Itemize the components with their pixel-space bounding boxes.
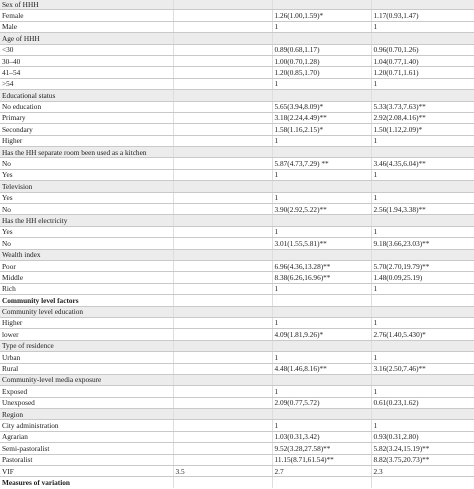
variable-label-cell: Rich xyxy=(0,283,173,294)
model-2-cell xyxy=(272,33,371,44)
model-1-cell xyxy=(173,249,272,260)
variable-label-cell: Region xyxy=(0,409,173,420)
model-1-cell xyxy=(173,272,272,283)
variable-label-cell: Age of HHH xyxy=(0,33,173,44)
section-header-row xyxy=(0,249,474,260)
model-1-cell xyxy=(173,340,272,351)
variable-label-cell: No xyxy=(0,238,173,249)
model-1-cell xyxy=(173,55,272,66)
model-1-cell xyxy=(173,169,272,180)
section-header-row xyxy=(0,147,474,158)
model-1-cell xyxy=(173,33,272,44)
model-2-cell xyxy=(272,295,371,306)
model-1-cell xyxy=(173,44,272,55)
model-1-cell xyxy=(173,454,272,465)
variable-label-cell: Rural xyxy=(0,363,173,374)
table-row xyxy=(0,67,474,78)
model-2-cell: 1 xyxy=(272,317,371,328)
model-1-cell xyxy=(173,283,272,294)
variable-label-cell: No education xyxy=(0,101,173,112)
model-1-cell xyxy=(173,295,272,306)
model-1-cell xyxy=(173,101,272,112)
model-3-cell: 3.16(2.50,7.46)** xyxy=(371,363,474,374)
variable-label-cell: 41–54 xyxy=(0,67,173,78)
variable-label-cell: Type of residence xyxy=(0,340,173,351)
table-row xyxy=(0,363,474,374)
model-3-cell: 2.56(1.94,3.38)** xyxy=(371,204,474,215)
model-2-cell: 1 xyxy=(272,226,371,237)
table-row xyxy=(0,204,474,215)
model-3-cell: 1.20(0.71,1.61) xyxy=(371,67,474,78)
model-3-cell xyxy=(371,306,474,317)
model-2-cell xyxy=(272,477,371,488)
model-2-cell: 1 xyxy=(272,135,371,146)
variable-label-cell: Pastoralist xyxy=(0,454,173,465)
variable-label-cell: Sex of HHH xyxy=(0,0,173,10)
variable-label-cell: Has the HH electricity xyxy=(0,215,173,226)
model-2-cell: 1.58(1.16,2.15)* xyxy=(272,124,371,135)
variable-label-cell: Secondary xyxy=(0,124,173,135)
variable-label-cell: Community level education xyxy=(0,306,173,317)
model-2-cell xyxy=(272,249,371,260)
model-3-cell: 2.76(1.40,5.430)* xyxy=(371,329,474,340)
model-2-cell: 1 xyxy=(272,21,371,32)
model-3-cell: 5.33(3.73,7.63)** xyxy=(371,101,474,112)
model-3-cell xyxy=(371,477,474,488)
model-3-cell: 1 xyxy=(371,21,474,32)
model-3-cell: 3.46(4.35,6.04)** xyxy=(371,158,474,169)
table-row xyxy=(0,466,474,477)
table-row xyxy=(0,158,474,169)
variable-label-cell: Exposed xyxy=(0,386,173,397)
model-1-cell xyxy=(173,238,272,249)
model-2-cell xyxy=(272,215,371,226)
variable-label-cell: Unexposed xyxy=(0,397,173,408)
model-3-cell: 1.17(0.93,1.47) xyxy=(371,10,474,21)
variable-label-cell: Wealth index xyxy=(0,249,173,260)
variable-label-cell: Primary xyxy=(0,112,173,123)
model-3-cell: 0.61(0.23,1.62) xyxy=(371,397,474,408)
model-2-cell: 4.09(1.81,9.26)* xyxy=(272,329,371,340)
variable-label-cell: Television xyxy=(0,181,173,192)
model-3-cell xyxy=(371,249,474,260)
model-3-cell xyxy=(371,33,474,44)
model-1-cell xyxy=(173,477,272,488)
section-header-row xyxy=(0,215,474,226)
model-2-cell: 5.65(3.94,8.09)* xyxy=(272,101,371,112)
model-2-cell: 1 xyxy=(272,192,371,203)
variable-label-cell: Community-level media exposure xyxy=(0,374,173,385)
model-3-cell: 5.70(2.70,19.79)** xyxy=(371,260,474,271)
model-2-cell: 1 xyxy=(272,386,371,397)
model-3-cell: 5.82(3.24,15.19)** xyxy=(371,443,474,454)
model-1-cell xyxy=(173,431,272,442)
model-1-cell xyxy=(173,21,272,32)
model-1-cell xyxy=(173,363,272,374)
model-2-cell xyxy=(272,147,371,158)
model-1-cell xyxy=(173,306,272,317)
model-2-cell: 8.38(6.26,16.96)** xyxy=(272,272,371,283)
variable-label-cell: Agrarian xyxy=(0,431,173,442)
variable-label-cell: Middle xyxy=(0,272,173,283)
model-3-cell: 2.3 xyxy=(371,466,474,477)
model-2-cell: 0.89(0.68,1.17) xyxy=(272,44,371,55)
model-3-cell: 1 xyxy=(371,192,474,203)
model-2-cell: 3.90(2.92,5.22)** xyxy=(272,204,371,215)
table-row xyxy=(0,238,474,249)
model-1-cell xyxy=(173,204,272,215)
section-header-row xyxy=(0,33,474,44)
model-3-cell: 1.04(0.77,1.40) xyxy=(371,55,474,66)
model-1-cell: 3.5 xyxy=(173,466,272,477)
model-1-cell xyxy=(173,67,272,78)
variable-label-cell: >54 xyxy=(0,78,173,89)
table-row xyxy=(0,44,474,55)
model-3-cell: 1 xyxy=(371,317,474,328)
table-row xyxy=(0,192,474,203)
table-row xyxy=(0,397,474,408)
variable-label-cell: Has the HH separate room been used as a kitchen xyxy=(0,147,173,158)
table-row xyxy=(0,431,474,442)
section-header-row xyxy=(0,0,474,10)
model-3-cell xyxy=(371,215,474,226)
model-1-cell xyxy=(173,397,272,408)
table-row xyxy=(0,420,474,431)
variable-label-cell: No xyxy=(0,158,173,169)
model-2-cell: 1 xyxy=(272,352,371,363)
model-3-cell: 0.96(0.70,1.26) xyxy=(371,44,474,55)
table-row xyxy=(0,124,474,135)
model-3-cell: 1 xyxy=(371,78,474,89)
model-3-cell xyxy=(371,181,474,192)
variable-label-cell: Male xyxy=(0,21,173,32)
variable-label-cell: City administration xyxy=(0,420,173,431)
model-1-cell xyxy=(173,260,272,271)
model-2-cell: 1.03(0.31,3.42) xyxy=(272,431,371,442)
table-row xyxy=(0,101,474,112)
model-2-cell xyxy=(272,181,371,192)
model-1-cell xyxy=(173,317,272,328)
model-1-cell xyxy=(173,352,272,363)
model-3-cell: 1.50(1.12,2.09)* xyxy=(371,124,474,135)
model-2-cell xyxy=(272,374,371,385)
section-header-row xyxy=(0,340,474,351)
model-1-cell xyxy=(173,374,272,385)
variable-label-cell: Higher xyxy=(0,135,173,146)
model-1-cell xyxy=(173,226,272,237)
variable-label-cell: Yes xyxy=(0,169,173,180)
table-row xyxy=(0,112,474,123)
model-1-cell xyxy=(173,192,272,203)
variable-label-cell: Urban xyxy=(0,352,173,363)
table-row xyxy=(0,260,474,271)
model-3-cell xyxy=(371,295,474,306)
model-1-cell xyxy=(173,10,272,21)
variable-label-cell: Educational status xyxy=(0,90,173,101)
section-header-row xyxy=(0,90,474,101)
group-header-row xyxy=(0,477,474,488)
model-1-cell xyxy=(173,386,272,397)
model-2-cell: 2.7 xyxy=(272,466,371,477)
table-row xyxy=(0,443,474,454)
table-row xyxy=(0,21,474,32)
model-3-cell: 1 xyxy=(371,226,474,237)
model-3-cell: 0.93(0.31,2.80) xyxy=(371,431,474,442)
model-3-cell: 1 xyxy=(371,169,474,180)
table-row xyxy=(0,386,474,397)
model-2-cell: 1 xyxy=(272,283,371,294)
variable-label-cell: lower xyxy=(0,329,173,340)
model-2-cell xyxy=(272,90,371,101)
variable-label-cell: Yes xyxy=(0,226,173,237)
model-2-cell: 6.96(4.36,13.28)** xyxy=(272,260,371,271)
table-row xyxy=(0,78,474,89)
model-2-cell: 3.18(2.24,4.49)** xyxy=(272,112,371,123)
model-1-cell xyxy=(173,124,272,135)
table-row xyxy=(0,135,474,146)
model-3-cell xyxy=(371,374,474,385)
table-row xyxy=(0,454,474,465)
model-2-cell xyxy=(272,340,371,351)
section-header-row xyxy=(0,374,474,385)
model-3-cell: 2.92(2.08,4.16)** xyxy=(371,112,474,123)
model-2-cell: 1.20(0.85,1.70) xyxy=(272,67,371,78)
table-row xyxy=(0,317,474,328)
model-3-cell: 9.18(3.66,23.03)** xyxy=(371,238,474,249)
table-row xyxy=(0,226,474,237)
section-header-row xyxy=(0,181,474,192)
model-3-cell xyxy=(371,409,474,420)
model-3-cell xyxy=(371,0,474,10)
model-1-cell xyxy=(173,158,272,169)
variable-label-cell: Semi-pastoralist xyxy=(0,443,173,454)
model-2-cell: 1 xyxy=(272,420,371,431)
model-3-cell: 1 xyxy=(371,352,474,363)
model-2-cell xyxy=(272,306,371,317)
model-1-cell xyxy=(173,215,272,226)
model-1-cell xyxy=(173,112,272,123)
variable-label-cell: VIF xyxy=(0,466,173,477)
model-3-cell: 1 xyxy=(371,135,474,146)
variable-label-cell: Poor xyxy=(0,260,173,271)
group-header-row xyxy=(0,295,474,306)
model-2-cell: 1.26(1.00,1.59)* xyxy=(272,10,371,21)
table-row xyxy=(0,55,474,66)
model-2-cell: 3.01(1.55,5.81)** xyxy=(272,238,371,249)
model-3-cell: 1 xyxy=(371,420,474,431)
model-1-cell xyxy=(173,90,272,101)
model-3-cell: 1.48(0.09,25.19) xyxy=(371,272,474,283)
variable-label-cell: Community level factors xyxy=(0,295,173,306)
model-1-cell xyxy=(173,0,272,10)
model-3-cell: 8.82(3.75,20.73)** xyxy=(371,454,474,465)
variable-label-cell: Female xyxy=(0,10,173,21)
table-row xyxy=(0,169,474,180)
model-1-cell xyxy=(173,135,272,146)
variable-label-cell: No xyxy=(0,204,173,215)
model-2-cell: 4.48(1.46,8.16)** xyxy=(272,363,371,374)
model-3-cell xyxy=(371,90,474,101)
variable-label-cell: Higher xyxy=(0,317,173,328)
model-1-cell xyxy=(173,329,272,340)
model-2-cell: 1 xyxy=(272,78,371,89)
section-header-row xyxy=(0,409,474,420)
variable-label-cell: Yes xyxy=(0,192,173,203)
variable-label-cell: <30 xyxy=(0,44,173,55)
model-1-cell xyxy=(173,78,272,89)
variable-label-cell: 30–40 xyxy=(0,55,173,66)
model-1-cell xyxy=(173,420,272,431)
table-row xyxy=(0,272,474,283)
model-2-cell xyxy=(272,409,371,420)
table-row xyxy=(0,352,474,363)
model-3-cell xyxy=(371,147,474,158)
model-1-cell xyxy=(173,409,272,420)
model-3-cell xyxy=(371,340,474,351)
model-2-cell xyxy=(272,0,371,10)
variable-label-cell: Measures of variation xyxy=(2,477,70,487)
table-row xyxy=(0,10,474,21)
model-1-cell xyxy=(173,181,272,192)
model-2-cell: 1 xyxy=(272,169,371,180)
model-2-cell: 2.09(0.77,5.72) xyxy=(272,397,371,408)
model-3-cell: 1 xyxy=(371,283,474,294)
table-row xyxy=(0,283,474,294)
model-1-cell xyxy=(173,443,272,454)
section-header-row xyxy=(0,306,474,317)
model-2-cell: 5.87(4.73,7.29) ** xyxy=(272,158,371,169)
model-1-cell xyxy=(173,147,272,158)
model-2-cell: 9.52(3.28,27.58)** xyxy=(272,443,371,454)
model-2-cell: 1.00(0.70,1.28) xyxy=(272,55,371,66)
model-3-cell: 1 xyxy=(371,386,474,397)
table-row xyxy=(0,329,474,340)
model-2-cell: 11.15(8.71,61.54)** xyxy=(272,454,371,465)
